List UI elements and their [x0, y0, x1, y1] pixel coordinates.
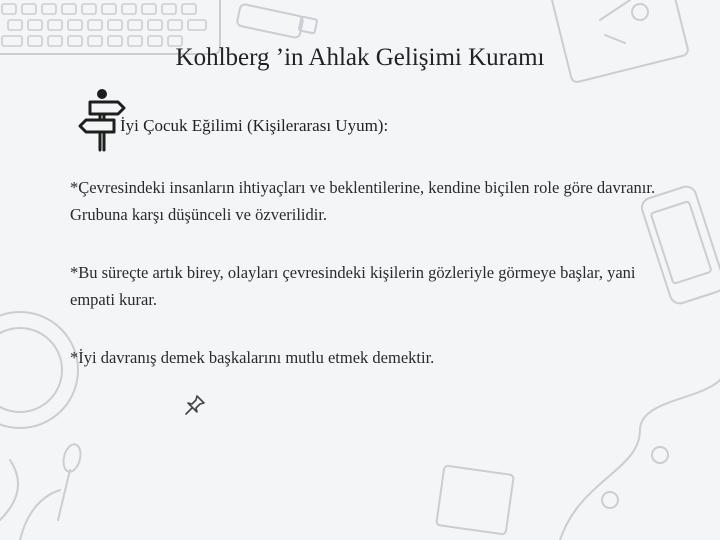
section-subtitle: İyi Çocuk Eğilimi (Kişilerarası Uyum): [120, 116, 389, 135]
pushpin-icon [183, 393, 207, 417]
usb-stick-sketch [236, 4, 317, 39]
paragraph-3: *İyi davranış demek başkalarını mutlu etmek demektir. [70, 348, 435, 367]
paragraph-1: *Çevresindeki insanların ihtiyaçları ve beklentilerine, kendine biçilen role göre davranır. Grubuna karşı düşünceli ve özverilidir. [70, 178, 656, 224]
earphone-sketch [560, 380, 720, 540]
coffee-cup-sketch [0, 312, 78, 428]
slide-title: Kohlberg ’in Ahlak Gelişimi Kuramı [175, 44, 545, 71]
paragraph-2: *Bu süreçte artık birey, olayları çevresindeki kişilerin gözleriyle görmeye başlar, yani empati kurar. [70, 263, 636, 309]
signpost-icon [78, 88, 126, 154]
spoon-sketch [58, 470, 70, 520]
